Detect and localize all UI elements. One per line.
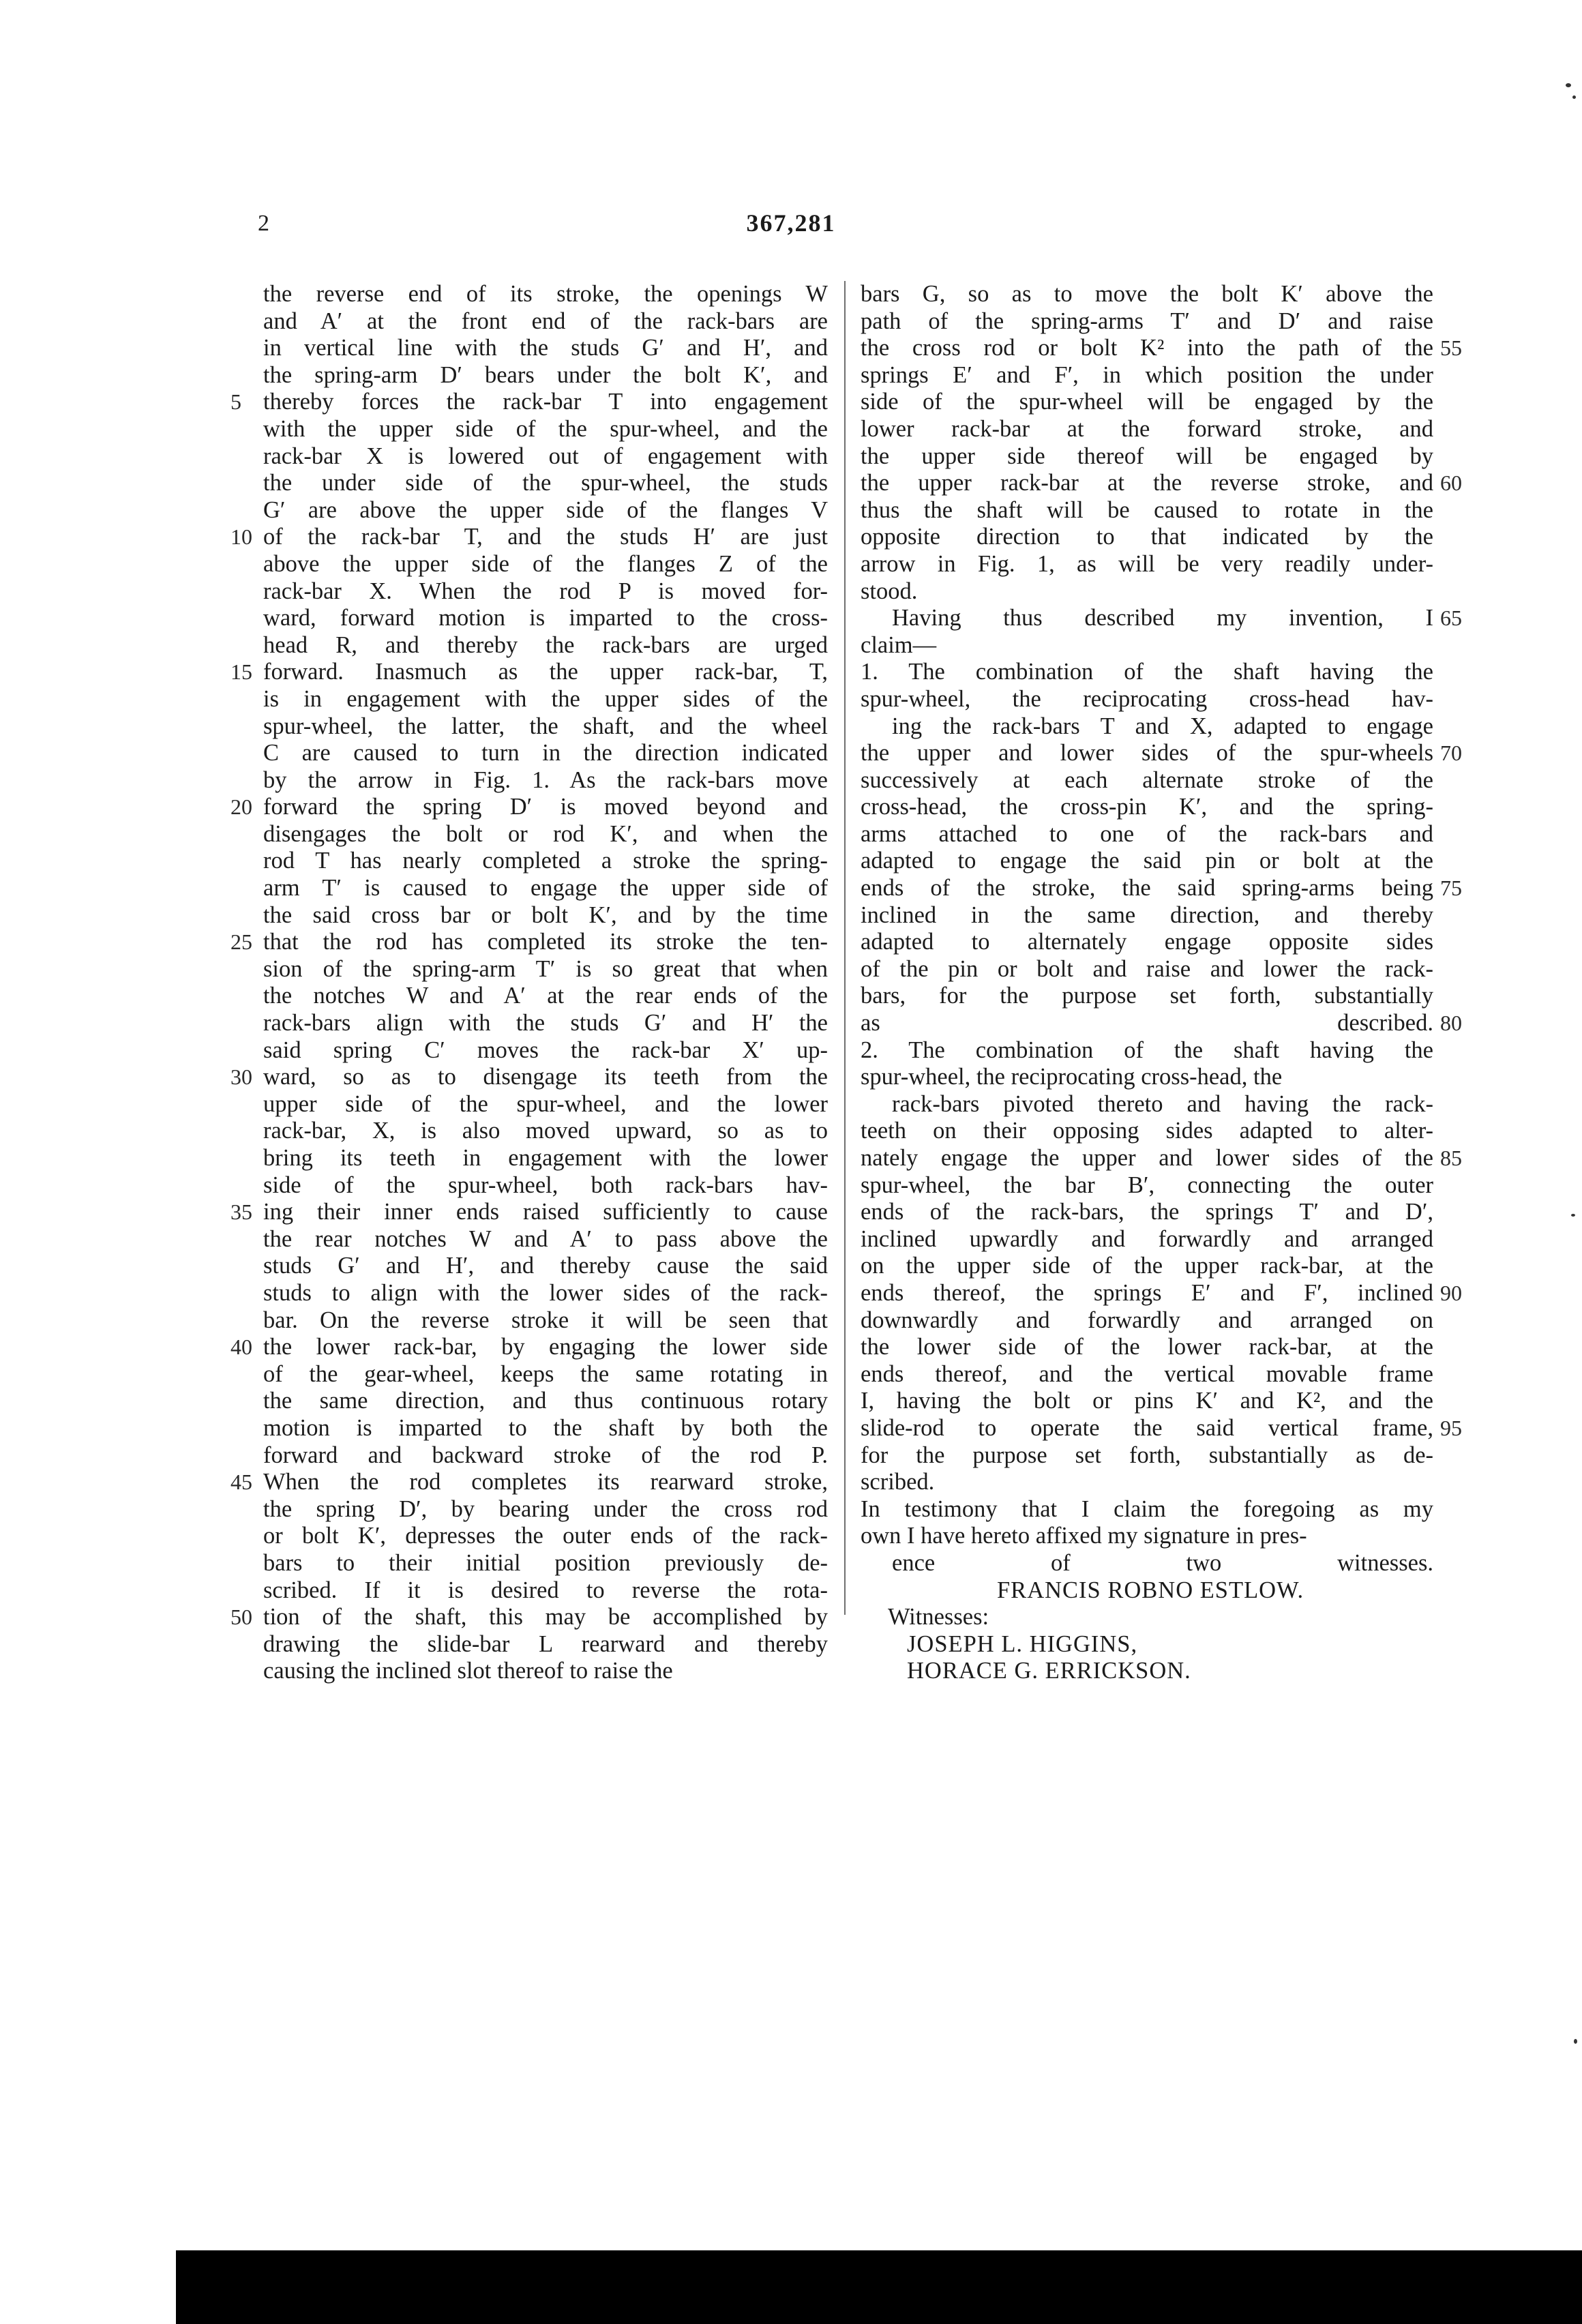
text-line xyxy=(263,740,828,767)
text-line xyxy=(263,578,828,606)
text-line xyxy=(263,308,828,336)
text-line xyxy=(263,362,828,389)
line-text: with the upper side of the spur-wheel, and the xyxy=(263,415,828,442)
text-line xyxy=(861,335,1462,362)
text-line xyxy=(861,713,1433,741)
text-line xyxy=(861,578,1433,606)
text-line xyxy=(263,443,828,471)
text-line xyxy=(861,470,1462,497)
line-text: head R, and thereby the rack-bars are urged xyxy=(263,631,828,658)
line-text: and A′ at the front end of the rack-bars are xyxy=(263,308,828,334)
line-text: rack-bars pivoted thereto and having the rack- xyxy=(892,1090,1433,1117)
text-line xyxy=(861,416,1433,443)
scan-speck xyxy=(1566,83,1571,87)
right-text-column xyxy=(861,281,1462,1685)
line-number: 50 xyxy=(230,1605,252,1630)
text-line xyxy=(861,740,1462,767)
line-text: arm T′ is caused to engage the upper side of xyxy=(263,875,828,902)
line-text: studs G′ and H′, and thereby cause the said xyxy=(263,1253,828,1279)
text-line xyxy=(263,1280,828,1307)
text-line xyxy=(230,389,828,416)
line-text: springs E′ and F′, in which position the under xyxy=(861,361,1433,388)
text-line xyxy=(263,1658,828,1685)
line-text: side of the spur-wheel, both rack-bars hav- xyxy=(263,1172,828,1198)
text-line xyxy=(263,335,828,362)
line-text: slide-rod to operate the said vertical frame, xyxy=(861,1414,1433,1441)
line-text: the reverse end of its stroke, the openings W xyxy=(263,281,828,307)
line-number: 95 xyxy=(1440,1415,1462,1440)
line-number: 40 xyxy=(230,1335,252,1360)
text-line xyxy=(861,1118,1433,1145)
scan-speck xyxy=(1574,2039,1577,2044)
text-line xyxy=(861,848,1433,875)
line-text: bars to their initial position previously de- xyxy=(263,1549,828,1576)
line-text: rack-bars align with the studs G′ and H′ the xyxy=(263,1010,828,1037)
text-line xyxy=(861,1091,1433,1118)
line-text: rod T has nearly completed a stroke the spring- xyxy=(263,848,828,874)
line-number: 90 xyxy=(1440,1280,1462,1305)
line-text: or bolt K′, depresses the outer ends of the rack- xyxy=(263,1523,828,1549)
text-line xyxy=(861,1279,1462,1307)
text-line xyxy=(263,281,828,308)
line-number: 60 xyxy=(1440,471,1462,496)
line-text: the under side of the spur-wheel, the studs xyxy=(263,470,828,496)
text-line xyxy=(263,767,828,794)
line-text: arms attached to one of the rack-bars and xyxy=(861,820,1433,847)
line-text: the upper rack-bar at the reverse stroke, and xyxy=(861,470,1433,496)
text-line xyxy=(861,1307,1433,1335)
line-text: bring its teeth in engagement with the lower xyxy=(263,1145,828,1171)
line-text: stood. xyxy=(861,578,918,604)
line-text: forward the spring D′ is moved beyond and xyxy=(263,794,828,820)
text-line xyxy=(263,1037,828,1064)
line-text: ing the rack-bars T and X, adapted to engage xyxy=(892,713,1433,739)
text-line xyxy=(230,1064,828,1091)
line-text: arrow in Fig. 1, as will be very readily under- xyxy=(861,550,1433,577)
line-text: said spring C′ moves the rack-bar X′ up- xyxy=(263,1037,828,1063)
text-line xyxy=(263,1172,828,1200)
scan-speck xyxy=(1571,1214,1575,1217)
line-text: ends thereof, and the vertical movable frame xyxy=(861,1360,1433,1387)
text-line xyxy=(861,1496,1433,1523)
text-line xyxy=(861,1010,1462,1037)
line-text: bars G, so as to move the bolt K′ above the xyxy=(861,281,1433,307)
line-number: 15 xyxy=(230,659,252,685)
line-number: 35 xyxy=(230,1200,252,1225)
text-line xyxy=(861,1172,1433,1200)
column-divider xyxy=(844,281,846,1615)
line-number: 80 xyxy=(1440,1011,1462,1036)
line-text: the notches W and A′ at the rear ends of the xyxy=(263,983,828,1009)
text-line xyxy=(861,362,1433,389)
line-text: the lower rack-bar, by engaging the lower side xyxy=(263,1334,828,1360)
text-line xyxy=(861,902,1433,929)
line-text: adapted to alternately engage opposite sides xyxy=(861,929,1433,955)
text-line xyxy=(263,551,828,578)
text-line xyxy=(230,1334,828,1361)
line-number: 65 xyxy=(1440,606,1462,631)
line-text: scribed. If it is desired to reverse the rota- xyxy=(263,1577,828,1603)
text-line xyxy=(230,1604,828,1631)
line-text: teeth on their opposing sides adapted to alter- xyxy=(861,1118,1433,1144)
text-line xyxy=(263,1307,828,1335)
line-number: 20 xyxy=(230,794,252,820)
line-text: rack-bar, X, is also moved upward, so as to xyxy=(263,1118,828,1144)
line-text: above the upper side of the flanges Z of the xyxy=(263,550,828,577)
line-text: successively at each alternate stroke of the xyxy=(861,766,1433,793)
line-text: for the purpose set forth, substantially as de- xyxy=(861,1442,1433,1468)
text-line xyxy=(861,956,1433,983)
signer-name: FRANCIS ROBNO ESTLOW. xyxy=(997,1577,1304,1603)
text-line xyxy=(861,1037,1433,1064)
line-text: ence of two witnesses. xyxy=(892,1549,1433,1576)
line-number: 85 xyxy=(1440,1146,1462,1170)
line-text: ends of the rack-bars, the springs T′ and D′, xyxy=(861,1199,1433,1225)
line-text: ward, so as to disengage its teeth from the xyxy=(263,1064,828,1090)
line-text: motion is imparted to the shaft by both the xyxy=(263,1414,828,1441)
line-text: In testimony that I claim the foregoing as my xyxy=(861,1495,1433,1522)
line-text: the lower side of the lower rack-bar, at the xyxy=(861,1334,1433,1360)
text-line xyxy=(263,1388,828,1415)
text-line xyxy=(263,1226,828,1253)
line-text: as described. xyxy=(861,1010,1433,1037)
text-line xyxy=(263,1253,828,1280)
line-text: inclined upwardly and forwardly and arranged xyxy=(861,1225,1433,1252)
line-text: thus the shaft will be caused to rotate in the xyxy=(861,496,1433,523)
line-text: bar. On the reverse stroke it will be seen that xyxy=(263,1307,828,1333)
text-line xyxy=(263,1550,828,1577)
text-line xyxy=(861,443,1433,471)
line-text: downwardly and forwardly and arranged on xyxy=(861,1307,1433,1333)
text-line xyxy=(861,1361,1433,1388)
text-line xyxy=(263,1496,828,1523)
line-text: the rear notches W and A′ to pass above the xyxy=(263,1225,828,1252)
line-text: C are caused to turn in the direction indicated xyxy=(263,740,828,766)
text-line xyxy=(263,821,828,848)
line-text: the upper side thereof will be engaged by xyxy=(861,443,1433,469)
line-text: forward and backward stroke of the rod P. xyxy=(263,1442,828,1468)
line-text: spur-wheel, the bar B′, connecting the outer xyxy=(861,1172,1433,1198)
text-line xyxy=(861,551,1433,578)
line-text: 2. The combination of the shaft having the xyxy=(861,1037,1433,1063)
scan-footer-bar xyxy=(176,2250,1582,2324)
line-text: the spring D′, by bearing under the cross rod xyxy=(263,1495,828,1522)
line-text: of the pin or bolt and raise and lower the rack- xyxy=(861,955,1433,982)
text-line xyxy=(861,1334,1433,1361)
line-text: ends of the stroke, the said spring-arms being xyxy=(861,875,1433,902)
text-line xyxy=(861,821,1433,848)
line-text: own I have hereto affixed my signature in pres- xyxy=(861,1523,1307,1549)
text-line xyxy=(861,686,1433,713)
line-number: 55 xyxy=(1440,336,1462,361)
line-text: forward. Inasmuch as the upper rack-bar, T, xyxy=(263,659,828,685)
text-line xyxy=(263,1010,828,1037)
witnesses-label: Witnesses: xyxy=(888,1604,989,1630)
witness-name: JOSEPH L. HIGGINS, xyxy=(907,1630,1138,1657)
text-line xyxy=(861,1064,1433,1091)
line-text: of the gear-wheel, keeps the same rotating in xyxy=(263,1360,828,1387)
text-line xyxy=(861,875,1462,902)
line-text: studs to align with the lower sides of the rack- xyxy=(263,1279,828,1306)
line-text: claim— xyxy=(861,631,937,658)
line-text: sion of the spring-arm T′ is so great that when xyxy=(263,955,828,982)
text-line xyxy=(263,848,828,875)
text-line xyxy=(263,1631,828,1658)
line-text: tion of the shaft, this may be accomplished by xyxy=(263,1604,828,1630)
text-line xyxy=(263,470,828,497)
text-line xyxy=(230,1469,828,1496)
text-line xyxy=(861,605,1462,632)
text-line xyxy=(861,1226,1433,1253)
text-line xyxy=(861,1388,1433,1415)
text-line xyxy=(263,875,828,902)
line-number: 25 xyxy=(230,929,252,955)
line-text: upper side of the spur-wheel, and the lower xyxy=(263,1090,828,1117)
text-line xyxy=(861,1469,1433,1496)
line-text: by the arrow in Fig. 1. As the rack-bars move xyxy=(263,766,828,793)
text-line xyxy=(263,1523,828,1550)
line-text: in vertical line with the studs G′ and H′, and xyxy=(263,335,828,361)
line-text: rack-bar X is lowered out of engagement with xyxy=(263,443,828,469)
line-text: inclined in the same direction, and thereby xyxy=(861,902,1433,928)
text-line xyxy=(861,1199,1433,1226)
text-line xyxy=(263,902,828,929)
line-text: on the upper side of the upper rack-bar, at the xyxy=(861,1253,1433,1279)
text-line xyxy=(861,1550,1433,1577)
text-line xyxy=(263,713,828,741)
line-text: lower rack-bar at the forward stroke, and xyxy=(861,415,1433,442)
text-line xyxy=(263,1145,828,1172)
text-line xyxy=(263,1361,828,1388)
line-text: side of the spur-wheel will be engaged by the xyxy=(861,389,1433,415)
text-line xyxy=(861,1145,1462,1172)
text-line xyxy=(861,308,1433,336)
text-line xyxy=(230,524,828,551)
line-text: spur-wheel, the latter, the shaft, and the wheel xyxy=(263,713,828,739)
line-text: bars, for the purpose set forth, substantially xyxy=(861,983,1433,1009)
line-text: that the rod has completed its stroke the ten- xyxy=(263,929,828,955)
line-text: ing their inner ends raised sufficiently to cause xyxy=(263,1199,828,1225)
text-line xyxy=(861,281,1433,308)
text-line xyxy=(861,497,1433,524)
text-line xyxy=(861,929,1433,956)
text-line xyxy=(861,794,1433,821)
line-text: opposite direction to that indicated by the xyxy=(861,524,1433,550)
page-number: 2 xyxy=(258,211,269,236)
line-text: spur-wheel, the reciprocating cross-head hav- xyxy=(861,685,1433,712)
line-text: thereby forces the rack-bar T into engagement xyxy=(263,389,828,415)
line-text: drawing the slide-bar L rearward and thereby xyxy=(263,1630,828,1657)
text-line xyxy=(263,686,828,713)
text-line xyxy=(263,983,828,1010)
line-text: adapted to engage the said pin or bolt at the xyxy=(861,848,1433,874)
text-line xyxy=(263,1442,828,1470)
text-line xyxy=(861,1253,1433,1280)
line-text: the said cross bar or bolt K′, and by the time xyxy=(263,902,828,928)
text-line xyxy=(861,1442,1433,1470)
line-text: path of the spring-arms T′ and D′ and raise xyxy=(861,308,1433,334)
line-text: is in engagement with the upper sides of the xyxy=(263,685,828,712)
text-line xyxy=(263,497,828,524)
text-line xyxy=(861,524,1433,551)
text-line xyxy=(861,389,1433,416)
line-number: 10 xyxy=(230,524,252,550)
scan-speck xyxy=(1572,95,1576,99)
text-line xyxy=(263,956,828,983)
line-text: nately engage the upper and lower sides of the xyxy=(861,1145,1433,1171)
line-number: 5 xyxy=(230,389,241,415)
text-line xyxy=(230,659,828,686)
line-number: 75 xyxy=(1440,876,1462,901)
text-line xyxy=(263,1118,828,1145)
line-text: causing the inclined slot thereof to raise the xyxy=(263,1658,673,1684)
line-text: the upper and lower sides of the spur-wheels xyxy=(861,740,1433,766)
left-text-column xyxy=(230,281,828,1685)
patent-number: 367,281 xyxy=(746,209,836,237)
witness-name: HORACE G. ERRICKSON. xyxy=(907,1658,1191,1684)
line-text: ends thereof, the springs E′ and F′, inclined xyxy=(861,1279,1433,1306)
text-line xyxy=(861,767,1433,794)
text-line xyxy=(263,1577,828,1605)
line-text: scribed. xyxy=(861,1469,935,1495)
line-number: 45 xyxy=(230,1470,252,1495)
line-text: When the rod completes its rearward stroke, xyxy=(263,1469,828,1495)
line-text: the spring-arm D′ bears under the bolt K′, and xyxy=(263,361,828,388)
line-text: disengages the bolt or rod K′, and when the xyxy=(263,820,828,847)
text-line xyxy=(230,929,828,956)
text-line xyxy=(263,605,828,632)
line-text: G′ are above the upper side of the flanges V xyxy=(263,496,828,523)
text-line xyxy=(263,416,828,443)
line-text: spur-wheel, the reciprocating cross-head, the xyxy=(861,1064,1283,1090)
line-text: 1. The combination of the shaft having the xyxy=(861,659,1433,685)
line-text: I, having the bolt or pins K′ and K², and the xyxy=(861,1388,1433,1414)
line-text: ward, forward motion is imparted to the cross- xyxy=(263,605,828,631)
line-number: 30 xyxy=(230,1064,252,1090)
text-line xyxy=(263,1415,828,1442)
line-text: of the rack-bar T, and the studs H′ are just xyxy=(263,524,828,550)
text-line xyxy=(861,1414,1462,1442)
line-text: the same direction, and thus continuous rotary xyxy=(263,1388,828,1414)
line-text: rack-bar X. When the rod P is moved for- xyxy=(263,578,828,604)
text-line xyxy=(263,632,828,659)
line-text: the cross rod or bolt K² into the path of the xyxy=(861,335,1433,361)
text-line xyxy=(861,1523,1433,1550)
text-line xyxy=(861,632,1433,659)
text-line xyxy=(263,1091,828,1118)
line-text: cross-head, the cross-pin K′, and the spring- xyxy=(861,794,1433,820)
text-line xyxy=(861,659,1433,686)
line-number: 70 xyxy=(1440,741,1462,766)
text-line xyxy=(230,794,828,821)
line-text: Having thus described my invention, I xyxy=(892,605,1433,631)
text-line xyxy=(861,983,1433,1010)
text-line xyxy=(230,1199,828,1226)
